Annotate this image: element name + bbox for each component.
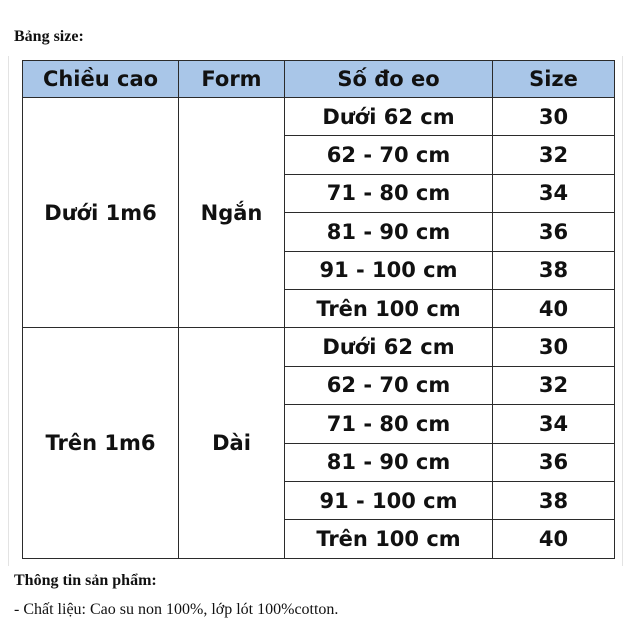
size-cell: 30 — [493, 328, 615, 366]
size-cell: 38 — [493, 251, 615, 289]
header-size: Size — [493, 61, 615, 98]
size-cell: 36 — [493, 443, 615, 481]
waist-cell: 62 - 70 cm — [285, 366, 493, 404]
size-cell: 32 — [493, 366, 615, 404]
waist-cell: 62 - 70 cm — [285, 136, 493, 174]
waist-cell: 81 - 90 cm — [285, 213, 493, 251]
waist-cell: 81 - 90 cm — [285, 443, 493, 481]
size-cell: 40 — [493, 289, 615, 327]
header-waist: Số đo eo — [285, 61, 493, 98]
group-form-cell: Ngắn — [179, 98, 285, 328]
waist-cell: 71 - 80 cm — [285, 405, 493, 443]
size-cell: 34 — [493, 174, 615, 212]
size-cell: 30 — [493, 98, 615, 136]
product-info-title: Thông tin sản phẩm: — [14, 572, 157, 589]
group-height-cell: Trên 1m6 — [23, 328, 179, 558]
header-height: Chiều cao — [23, 61, 179, 98]
header-form: Form — [179, 61, 285, 98]
waist-cell: 91 - 100 cm — [285, 481, 493, 519]
group-height-cell: Dưới 1m6 — [23, 98, 179, 328]
size-cell: 38 — [493, 481, 615, 519]
waist-cell: 91 - 100 cm — [285, 251, 493, 289]
waist-cell: Trên 100 cm — [285, 520, 493, 558]
size-cell: 40 — [493, 520, 615, 558]
size-table — [22, 60, 615, 559]
table-row — [23, 328, 615, 366]
size-cell: 34 — [493, 405, 615, 443]
size-cell: 32 — [493, 136, 615, 174]
material-info: - Chất liệu: Cao su non 100%, lớp lót 100%cotton. — [14, 601, 339, 618]
size-cell: 36 — [493, 213, 615, 251]
waist-cell: 71 - 80 cm — [285, 174, 493, 212]
group-form-cell: Dài — [179, 328, 285, 558]
table-header-row — [23, 61, 615, 98]
waist-cell: Trên 100 cm — [285, 289, 493, 327]
waist-cell: Dưới 62 cm — [285, 98, 493, 136]
size-chart-heading: Bảng size: — [14, 28, 84, 45]
waist-cell: Dưới 62 cm — [285, 328, 493, 366]
table-row — [23, 98, 615, 136]
size-chart — [22, 60, 615, 559]
